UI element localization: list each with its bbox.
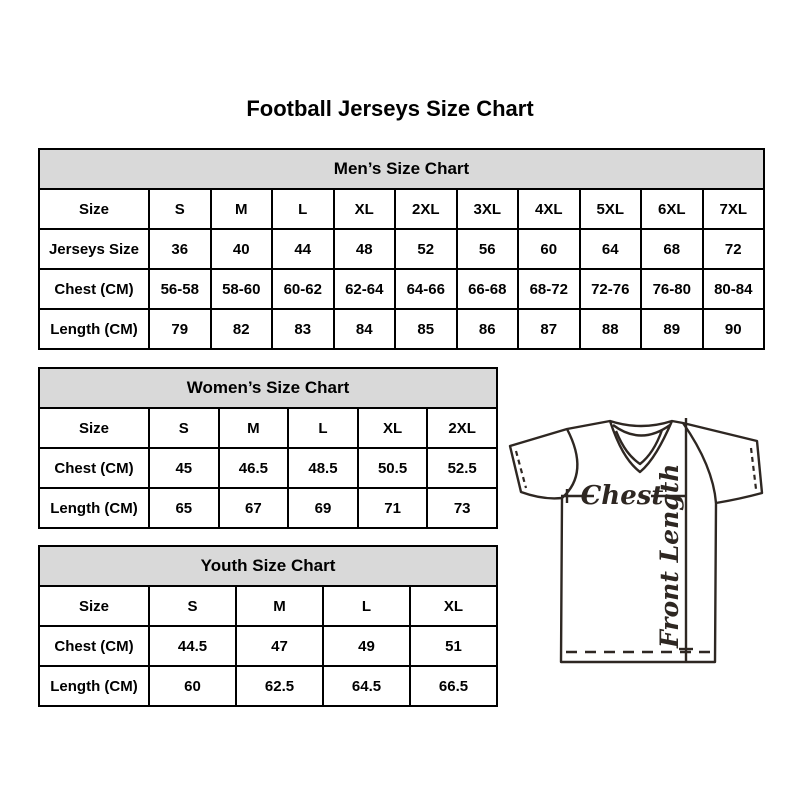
- table-cell: 36: [149, 229, 211, 269]
- column-header: 6XL: [641, 189, 703, 229]
- table-cell: 60: [518, 229, 580, 269]
- column-header: 2XL: [395, 189, 457, 229]
- mens-table-title: Men’s Size Chart: [39, 149, 764, 189]
- row-header: Length (CM): [39, 666, 149, 706]
- table-row: [39, 408, 497, 448]
- table-cell: 86: [457, 309, 519, 349]
- table-cell: 79: [149, 309, 211, 349]
- column-header: M: [219, 408, 289, 448]
- table-cell: 62-64: [334, 269, 396, 309]
- table-cell: 69: [288, 488, 358, 528]
- table-cell: 44.5: [149, 626, 236, 666]
- table-cell: 72: [703, 229, 765, 269]
- column-header: 2XL: [427, 408, 497, 448]
- column-header: 4XL: [518, 189, 580, 229]
- column-header: XL: [358, 408, 428, 448]
- table-cell: 89: [641, 309, 703, 349]
- row-header: Chest (CM): [39, 269, 149, 309]
- column-header: 5XL: [580, 189, 642, 229]
- table-cell: 40: [211, 229, 273, 269]
- table-cell: 52: [395, 229, 457, 269]
- table-cell: 71: [358, 488, 428, 528]
- table-cell: 60-62: [272, 269, 334, 309]
- table-cell: 80-84: [703, 269, 765, 309]
- table-cell: 47: [236, 626, 323, 666]
- table-cell: 56: [457, 229, 519, 269]
- table-cell: 88: [580, 309, 642, 349]
- table-cell: 64.5: [323, 666, 410, 706]
- table-title-row: [39, 368, 497, 408]
- table-cell: 68: [641, 229, 703, 269]
- right-sleeve-seam: [683, 423, 716, 503]
- table-title-row: [39, 149, 764, 189]
- row-header: Chest (CM): [39, 626, 149, 666]
- table-row: [39, 448, 497, 488]
- table-cell: 73: [427, 488, 497, 528]
- womens-size-table: [38, 367, 498, 529]
- table-cell: 52.5: [427, 448, 497, 488]
- table-cell: 48.5: [288, 448, 358, 488]
- table-cell: 62.5: [236, 666, 323, 706]
- youth-size-table: [38, 545, 498, 707]
- row-header: Chest (CM): [39, 448, 149, 488]
- left-sleeve-seam: [562, 429, 577, 498]
- table-row: [39, 488, 497, 528]
- row-header: Length (CM): [39, 488, 149, 528]
- column-header: M: [236, 586, 323, 626]
- column-header: S: [149, 586, 236, 626]
- page-title: Football Jerseys Size Chart: [246, 96, 534, 121]
- table-row: [39, 586, 497, 626]
- table-cell: 68-72: [518, 269, 580, 309]
- table-cell: 44: [272, 229, 334, 269]
- table-row: [39, 309, 764, 349]
- table-row: [39, 626, 497, 666]
- jersey-outline-path: [510, 421, 762, 662]
- column-header: L: [323, 586, 410, 626]
- table-cell: 60: [149, 666, 236, 706]
- table-cell: 82: [211, 309, 273, 349]
- front-length-label: Front Length: [655, 463, 684, 648]
- table-cell: 90: [703, 309, 765, 349]
- table-cell: 76-80: [641, 269, 703, 309]
- table-cell: 45: [149, 448, 219, 488]
- column-header: 3XL: [457, 189, 519, 229]
- table-cell: 85: [395, 309, 457, 349]
- table-cell: 67: [219, 488, 289, 528]
- corner-header: Size: [39, 189, 149, 229]
- column-header: S: [149, 189, 211, 229]
- table-cell: 49: [323, 626, 410, 666]
- column-header: XL: [410, 586, 497, 626]
- table-row: [39, 666, 497, 706]
- table-cell: 66.5: [410, 666, 497, 706]
- table-row: [39, 189, 764, 229]
- table-cell: 66-68: [457, 269, 519, 309]
- chest-label: Chest: [580, 481, 664, 511]
- column-header: L: [288, 408, 358, 448]
- table-cell: 56-58: [149, 269, 211, 309]
- table-cell: 58-60: [211, 269, 273, 309]
- table-row: [39, 269, 764, 309]
- row-header: Length (CM): [39, 309, 149, 349]
- corner-header: Size: [39, 408, 149, 448]
- column-header: XL: [334, 189, 396, 229]
- column-header: 7XL: [703, 189, 765, 229]
- column-header: S: [149, 408, 219, 448]
- youth-table-title: Youth Size Chart: [39, 546, 497, 586]
- table-cell: 84: [334, 309, 396, 349]
- table-cell: 48: [334, 229, 396, 269]
- column-header: L: [272, 189, 334, 229]
- table-row: [39, 229, 764, 269]
- table-cell: 72-76: [580, 269, 642, 309]
- table-cell: 64: [580, 229, 642, 269]
- table-cell: 50.5: [358, 448, 428, 488]
- corner-header: Size: [39, 586, 149, 626]
- table-cell: 87: [518, 309, 580, 349]
- row-header: Jerseys Size: [39, 229, 149, 269]
- table-cell: 65: [149, 488, 219, 528]
- table-cell: 51: [410, 626, 497, 666]
- right-cuff-dashed-line: [751, 448, 756, 489]
- womens-table-title: Women’s Size Chart: [39, 368, 497, 408]
- table-cell: 83: [272, 309, 334, 349]
- column-header: M: [211, 189, 273, 229]
- table-cell: 64-66: [395, 269, 457, 309]
- mens-size-table: [38, 148, 765, 350]
- jersey-measurement-diagram: [503, 388, 777, 676]
- table-cell: 46.5: [219, 448, 289, 488]
- table-title-row: [39, 546, 497, 586]
